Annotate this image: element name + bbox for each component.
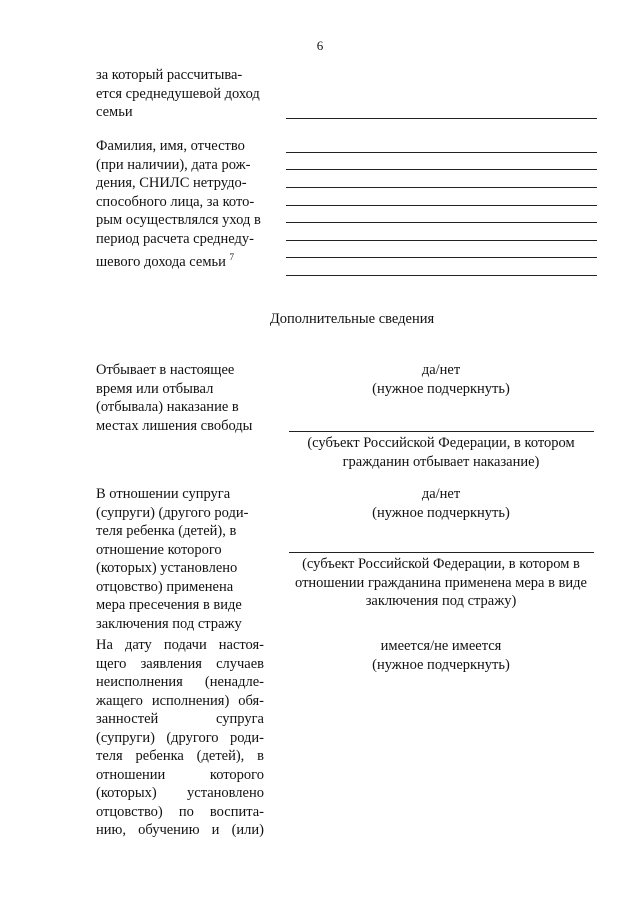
caregiver-input-line-8[interactable] (286, 275, 597, 276)
additional-info-title: Дополнительные сведения (269, 311, 435, 327)
label-line: местах лишения свободы (96, 417, 253, 434)
imprisonment-label (96, 361, 276, 435)
label-line: дения, СНИЛС нетрудо- (96, 175, 247, 191)
caregiver-input-line-1[interactable] (286, 152, 597, 153)
imprisonment-region-input-line[interactable] (289, 431, 594, 432)
label-line: период расчета среднеду- (96, 230, 254, 247)
label-line: рым осуществлялся уход в (96, 212, 261, 228)
spouse-custody-region-caption (280, 555, 602, 611)
spouse-custody-region-input-line[interactable] (289, 552, 594, 553)
label-line: (супруги) (другого роди- (96, 729, 264, 746)
imprisonment-choice[interactable] (280, 361, 602, 398)
label-line: (отбывала) наказание в (96, 399, 239, 415)
income-period-input-line[interactable] (286, 118, 597, 119)
label-line: (при наличии), дата рож- (96, 156, 251, 173)
label-line: заключения под стражу (96, 615, 242, 632)
choice-hint: (нужное подчеркнуть) (372, 504, 510, 521)
label-line: ется среднедушевой доход (96, 85, 260, 102)
caregiver-input-line-6[interactable] (286, 240, 597, 241)
label-line: нию, обучению и (или) (96, 822, 264, 838)
label-line: теля ребенка (детей), в (96, 748, 264, 764)
label-line: мера пресечения в виде (96, 597, 242, 613)
label-line: неисполнения (ненадле- (96, 674, 264, 690)
choice-hint: (нужное подчеркнуть) (372, 380, 510, 397)
income-period-label (96, 66, 281, 122)
label-line: Отбывает в настоящее (96, 362, 235, 378)
label-line: (супруги) (другого роди- (96, 504, 249, 521)
spouse-custody-label (96, 485, 276, 633)
label-line: шевого дохода семьи (96, 253, 226, 270)
label-line: отцовство) по воспита- (96, 803, 264, 820)
spouse-custody-choice[interactable] (280, 485, 602, 522)
page-number: 6 (316, 38, 324, 53)
caption-line: (субъект Российской Федерации, в котором в (302, 556, 580, 572)
label-line: На дату подачи настоя- (96, 637, 264, 653)
caregiver-input-line-4[interactable] (286, 205, 597, 206)
label-line: (которых) установлено (96, 785, 264, 801)
caregiver-input-line-7[interactable] (286, 257, 597, 258)
caption-line: отношении гражданина применена мера в виде (295, 574, 587, 591)
yes-no-choice[interactable]: да/нет (421, 362, 461, 378)
caption-line: гражданин отбывает наказание) (342, 453, 540, 470)
label-line: время или отбывал (96, 380, 214, 397)
has-choice[interactable]: имеется/не имеется (380, 638, 502, 654)
label-line: способного лица, за кото- (96, 193, 255, 210)
label-line: Фамилия, имя, отчество (96, 138, 245, 154)
label-line: отношении которого (96, 766, 264, 783)
label-line: жащего исполнения) обя- (96, 692, 264, 709)
label-line: отцовство) применена (96, 578, 234, 595)
obligations-choice[interactable] (280, 637, 602, 674)
caption-line: (субъект Российской Федерации, в котором (307, 435, 575, 451)
label-line: за который рассчитыва- (96, 67, 243, 83)
imprisonment-region-caption (280, 434, 602, 471)
label-line: отношение которого (96, 541, 222, 558)
label-line: семьи (96, 104, 133, 120)
label-line: В отношении супруга (96, 486, 231, 502)
choice-hint: (нужное подчеркнуть) (372, 656, 510, 673)
yes-no-choice[interactable]: да/нет (421, 486, 461, 502)
caregiver-input-line-2[interactable] (286, 169, 597, 170)
caregiver-input-line-3[interactable] (286, 187, 597, 188)
label-line: занностей супруга (96, 711, 264, 727)
obligations-label (96, 636, 264, 840)
caption-line: заключения под стражу) (365, 593, 517, 609)
label-line: (которых) установлено (96, 560, 238, 576)
label-line: теля ребенка (детей), в (96, 523, 237, 539)
label-line: щего заявления случаев (96, 655, 264, 672)
caregiver-input-line-5[interactable] (286, 222, 597, 223)
caregiver-label (96, 137, 281, 271)
footnote-ref: 7 (229, 252, 235, 262)
